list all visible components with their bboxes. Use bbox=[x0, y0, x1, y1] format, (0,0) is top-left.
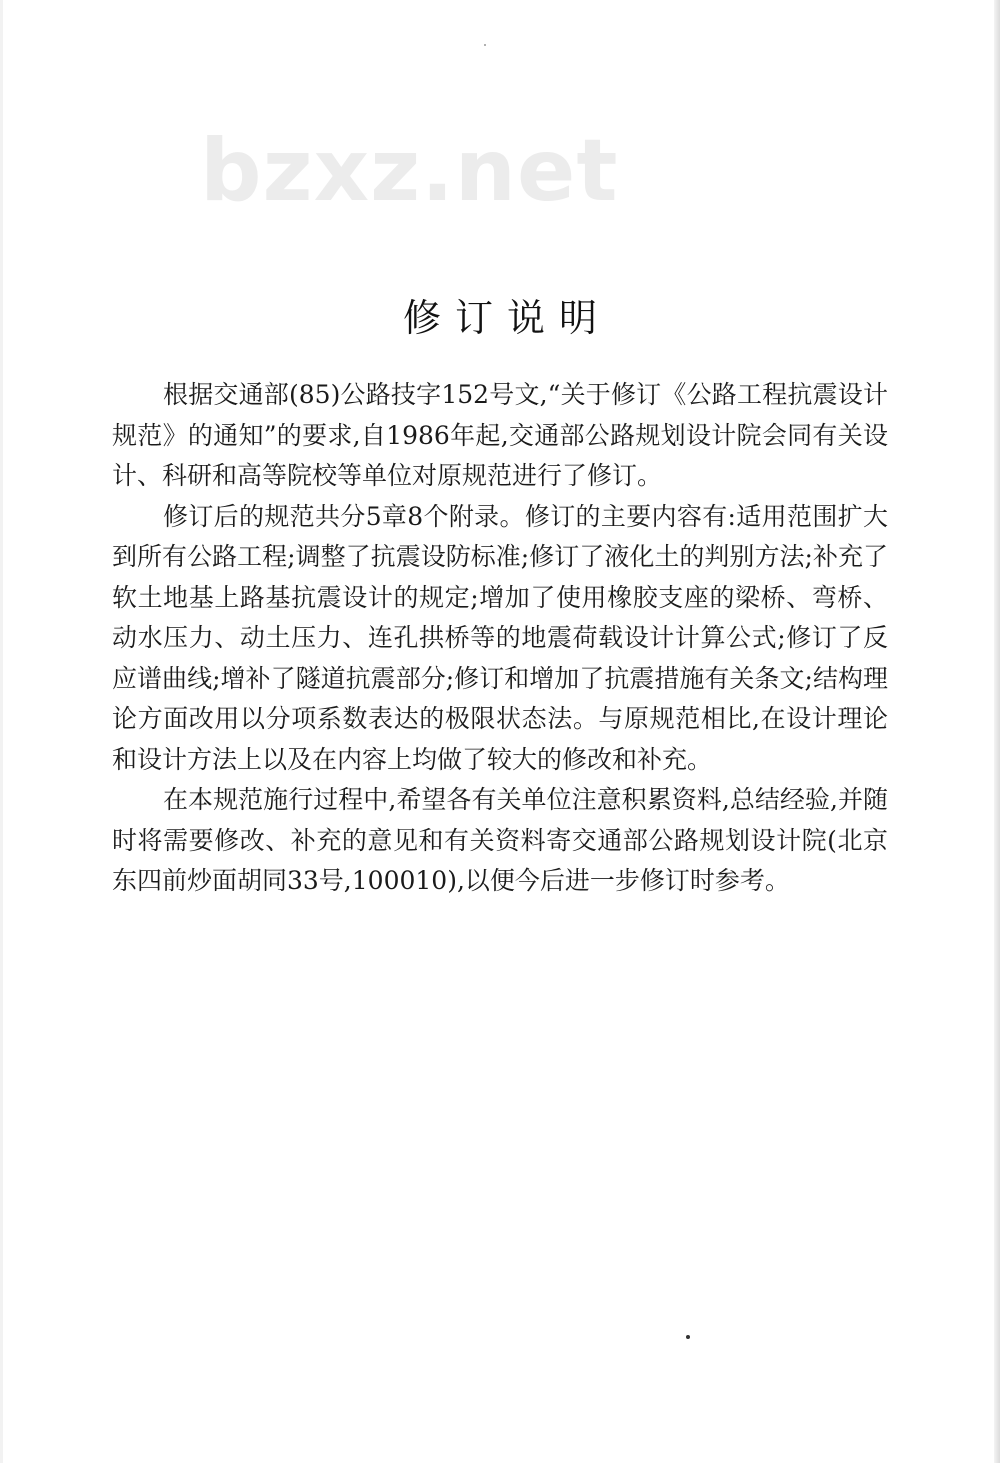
document-body bbox=[112, 375, 888, 902]
scan-speck-bottom bbox=[686, 1335, 690, 1339]
paragraph-3: 在本规范施行过程中,希望各有关单位注意积累资料,总结经验,并随时将需要修改、补充的意见和有关资料寄交通部公路规划设计院(北京东四前炒面胡同33号,100010),以便今后进一步修订时参考。 bbox=[112, 785, 888, 895]
page-left-edge bbox=[0, 0, 3, 1463]
page-right-edge bbox=[994, 0, 1000, 1463]
document-title: 修订说明 bbox=[402, 296, 611, 341]
scan-speck-top bbox=[484, 44, 486, 46]
paragraph-2: 修订后的规范共分5章8个附录。修订的主要内容有:适用范围扩大到所有公路工程;调整了抗震设防标准;修订了液化土的判别方法;补充了软土地基上路基抗震设计的规定;增加了使用橡胶支座的梁桥、弯桥、动水压力、动土压力、连孔拱桥等的地震荷载设计计算公式;修订了反应谱曲线;增补了隧道抗震部分;修订和增加了抗震措施有关条文;结构理论方面改用以分项系数表达的极限状态法。与原规范相比,在设计理论和设计方法上以及在内容上均做了较大的修改和补充。 bbox=[112, 501, 888, 774]
watermark: bzxz.net bbox=[200, 121, 619, 221]
paragraph-1: 根据交通部(85)公路技字152号文,“关于修订《公路工程抗震设计规范》的通知”的要求,自1986年起,交通部公路规划设计院会同有关设计、科研和高等院校等单位对原规范进行了修订。 bbox=[112, 380, 888, 490]
